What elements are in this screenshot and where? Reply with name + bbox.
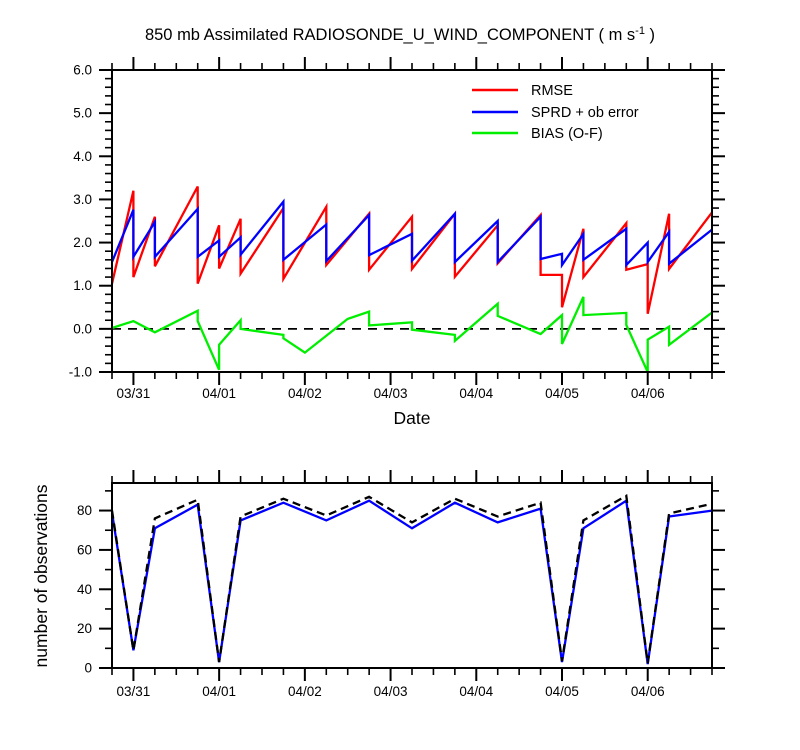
obs-count-x-label-04-04: 04/04 bbox=[459, 684, 494, 699]
errors-x-tick-labels bbox=[117, 386, 665, 401]
obs-count-y-label-0: 0 bbox=[84, 660, 92, 676]
errors-x-label-03-31: 03/31 bbox=[116, 386, 151, 401]
errors-y-tick-labels bbox=[69, 63, 92, 380]
chart-title-superscript: -1 bbox=[635, 25, 645, 37]
obs-count-y-tick-labels bbox=[77, 503, 92, 675]
obs-count-y-label-80: 80 bbox=[76, 503, 92, 519]
chart-title-close: ) bbox=[644, 26, 656, 44]
obs-count-x-ticks bbox=[112, 470, 712, 681]
bottom-panel-observations bbox=[77, 470, 725, 699]
errors-y-label-3p0: 3.0 bbox=[73, 191, 92, 207]
obs-count-x-label-04-02: 04/02 bbox=[287, 684, 322, 699]
errors-x-label-04-02: 04/02 bbox=[287, 386, 322, 401]
chart-title bbox=[145, 25, 655, 44]
errors-x-label-04-04: 04/04 bbox=[459, 386, 494, 401]
errors-y-label-5p0: 5.0 bbox=[73, 105, 92, 121]
errors-x-label-04-05: 04/05 bbox=[545, 386, 579, 401]
series-observations-solid-line bbox=[112, 501, 712, 664]
errors-x-label-04-06: 04/06 bbox=[630, 386, 665, 401]
obs-count-frame bbox=[112, 483, 712, 668]
errors-y-label-2p0: 2.0 bbox=[73, 235, 92, 251]
obs-count-y-ticks bbox=[99, 491, 725, 668]
legend-label-rmse: RMSE bbox=[531, 83, 573, 99]
chart-title-main: 850 mb Assimilated RADIOSONDE_U_WIND_COMPONENT ( m s bbox=[144, 26, 636, 44]
obs-count-x-label-03-31: 03/31 bbox=[116, 684, 151, 699]
obs-count-y-label-20: 20 bbox=[76, 621, 92, 637]
series-observations-dashed-line bbox=[112, 496, 712, 663]
errors-y-label-m1p0: -1.0 bbox=[68, 364, 92, 380]
obs-count-x-label-04-03: 04/03 bbox=[373, 684, 408, 699]
legend-label-bias: BIAS (O-F) bbox=[531, 126, 603, 142]
errors-y-label-6p0: 6.0 bbox=[73, 62, 92, 78]
errors-x-label-04-01: 04/01 bbox=[202, 386, 237, 401]
obs-count-x-label-04-01: 04/01 bbox=[202, 684, 237, 699]
legend-label-sprd: SPRD + ob error bbox=[531, 105, 639, 121]
legend bbox=[472, 83, 639, 142]
y-axis-title-observations: number of observations bbox=[31, 484, 51, 668]
errors-y-label-1p0: 1.0 bbox=[73, 278, 92, 294]
obs-count-x-tick-labels bbox=[117, 684, 665, 699]
obs-count-x-label-04-05: 04/05 bbox=[545, 684, 579, 699]
series-bias-o-f-line bbox=[112, 297, 712, 372]
obs-count-y-label-60: 60 bbox=[76, 542, 92, 558]
errors-y-label-4p0: 4.0 bbox=[73, 148, 92, 164]
series-sprd-ob-error-line bbox=[112, 202, 712, 265]
x-axis-title: Date bbox=[393, 408, 431, 428]
errors-x-label-04-03: 04/03 bbox=[373, 386, 408, 401]
obs-count-y-label-40: 40 bbox=[76, 581, 92, 597]
errors-y-label-0p0: 0.0 bbox=[73, 321, 92, 337]
obs-count-x-label-04-06: 04/06 bbox=[630, 684, 665, 699]
